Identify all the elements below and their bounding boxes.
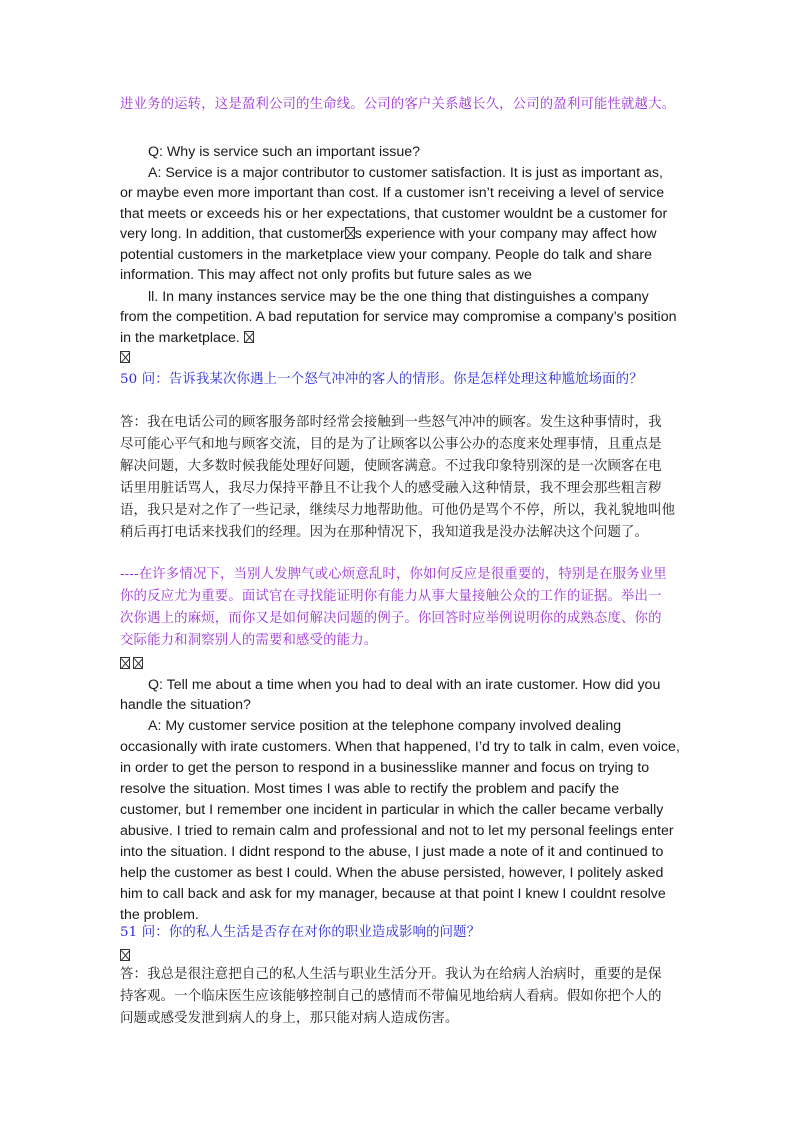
missing-glyph-icon bbox=[345, 227, 355, 239]
question-heading: 50 问：告诉我某次你遇上一个怒气冲冲的客人的情形。你是怎样处理这种尴尬场面的？ bbox=[120, 372, 643, 387]
answer-line: 尽可能心平气和地与顾客交流，目的是为了让顾客以公事公办的态度来处理事情，且重点是 bbox=[120, 437, 662, 452]
answer-line: 答：我总是很注意把自己的私人生活与职业生活分开。我认为在给病人治病时，重要的是保 bbox=[120, 967, 662, 982]
note-line: 交际能力和洞察别人的需要和感受的能力。 bbox=[120, 633, 378, 648]
answer-line: help the customer as best I could. When the abuse persisted, however, I politely asked bbox=[120, 865, 664, 881]
note-line: 你的反应尤为重要。面试官在寻找能证明你有能力从事大量接触公众的工作的证据。举出一 bbox=[120, 589, 662, 604]
answer-line: that meets or exceeds his or her expectations, that customer wouldnt be a customer for bbox=[120, 206, 668, 222]
answer-line bbox=[120, 227, 657, 241]
answer-line: information. This may affect not only profits but future sales as we bbox=[120, 267, 532, 283]
answer-line: 答：我在电话公司的顾客服务部时经常会接触到一些怒气冲冲的顾客。发生这种事情时，我 bbox=[120, 415, 662, 430]
missing-glyph-icon bbox=[120, 351, 130, 363]
answer-line: from the competition. A bad reputation for service may compromise a company’s position bbox=[120, 309, 677, 325]
answer-line: him to call back and ask for my manager, because at that point I knew I couldnt resolve bbox=[120, 886, 666, 902]
answer-text: s experience with your company may affect how bbox=[354, 226, 657, 242]
note-line: ----在许多情况下，当别人发脾气或心烦意乱时，你如何反应是很重要的，特别是在服务业里 bbox=[120, 567, 667, 582]
answer-line: 解决问题，大多数时候我能处理好问题，使顾客满意。不过我印象特别深的是一次顾客在电 bbox=[120, 459, 662, 474]
answer-line: customer, but I remember one incident in particular in which the caller became verbally bbox=[120, 802, 664, 818]
answer-line: ll. In many instances service may be the one thing that distinguishes a company bbox=[148, 289, 649, 305]
answer-line: A: Service is a major contributor to customer satisfaction. It is just as important as, bbox=[148, 165, 663, 181]
note-line: 次你遇上的麻烦，而你又是如何解决问题的例子。你回答时应举例说明你的成熟态度、你的 bbox=[120, 611, 662, 626]
answer-text: in the marketplace. bbox=[120, 330, 240, 346]
answer-line bbox=[120, 331, 254, 345]
answer-line: the problem. bbox=[120, 907, 199, 923]
answer-line: 稍后再打电话来找我们的经理。因为在那种情况下，我知道我是没办法解决这个问题了。 bbox=[120, 525, 649, 540]
missing-glyph-line bbox=[120, 350, 130, 366]
answer-line: potential customers in the marketplace view your company. People do talk and share bbox=[120, 247, 653, 263]
missing-glyph-line bbox=[120, 948, 130, 964]
missing-glyph-icon bbox=[244, 331, 254, 343]
missing-glyph-icon bbox=[133, 657, 143, 669]
answer-line: 持客观。一个临床医生应该能够控制自己的感情而不带偏见地给病人看病。假如你把个人的 bbox=[120, 989, 662, 1004]
missing-glyph-icon bbox=[120, 657, 130, 669]
paragraph-line: 进业务的运转，这是盈利公司的生命线。公司的客户关系越长久，公司的盈利可能性就越大。 bbox=[120, 97, 676, 112]
answer-line: occasionally with irate customers. When that happened, I’d try to talk in calm, even voice, bbox=[120, 739, 680, 755]
answer-line: in order to get the person to respond in a businesslike manner and focus on trying to bbox=[120, 760, 650, 776]
answer-text: very long. In addition, that customer bbox=[120, 226, 345, 242]
answer-line: 问题或感受发泄到病人的身上，那只能对病人造成伤害。 bbox=[120, 1011, 459, 1026]
answer-line: A: My customer service position at the telephone company involved dealing bbox=[148, 718, 622, 734]
question-line: handle the situation? bbox=[120, 697, 251, 713]
answer-line: 语，我只是对之作了一些记录，继续尽力地帮助他。可他仍是骂个不停，所以，我礼貌地叫他 bbox=[120, 503, 676, 518]
answer-line: or maybe even more important than cost. If a customer isn’t receiving a level of service bbox=[120, 185, 665, 201]
question-line: Q: Tell me about a time when you had to deal with an irate customer. How did you bbox=[148, 677, 661, 693]
answer-line: 话里用脏话骂人，我尽力保持平静且不让我个人的感受融入这种情景，我不理会那些粗言秽 bbox=[120, 481, 662, 496]
question-heading: 51 问：你的私人生活是否存在对你的职业造成影响的问题？ bbox=[120, 925, 481, 940]
answer-line: resolve the situation. Most times I was able to rectify the problem and pacify the bbox=[120, 781, 620, 797]
answer-line: abusive. I tried to remain calm and professional and not to let my personal feelings enter bbox=[120, 823, 674, 839]
question-line: Q: Why is service such an important issue? bbox=[148, 144, 421, 160]
answer-line: into the situation. I didnt respond to the abuse, I just made a note of it and continued to bbox=[120, 844, 664, 860]
missing-glyph-line bbox=[120, 656, 143, 672]
missing-glyph-icon bbox=[120, 949, 130, 961]
